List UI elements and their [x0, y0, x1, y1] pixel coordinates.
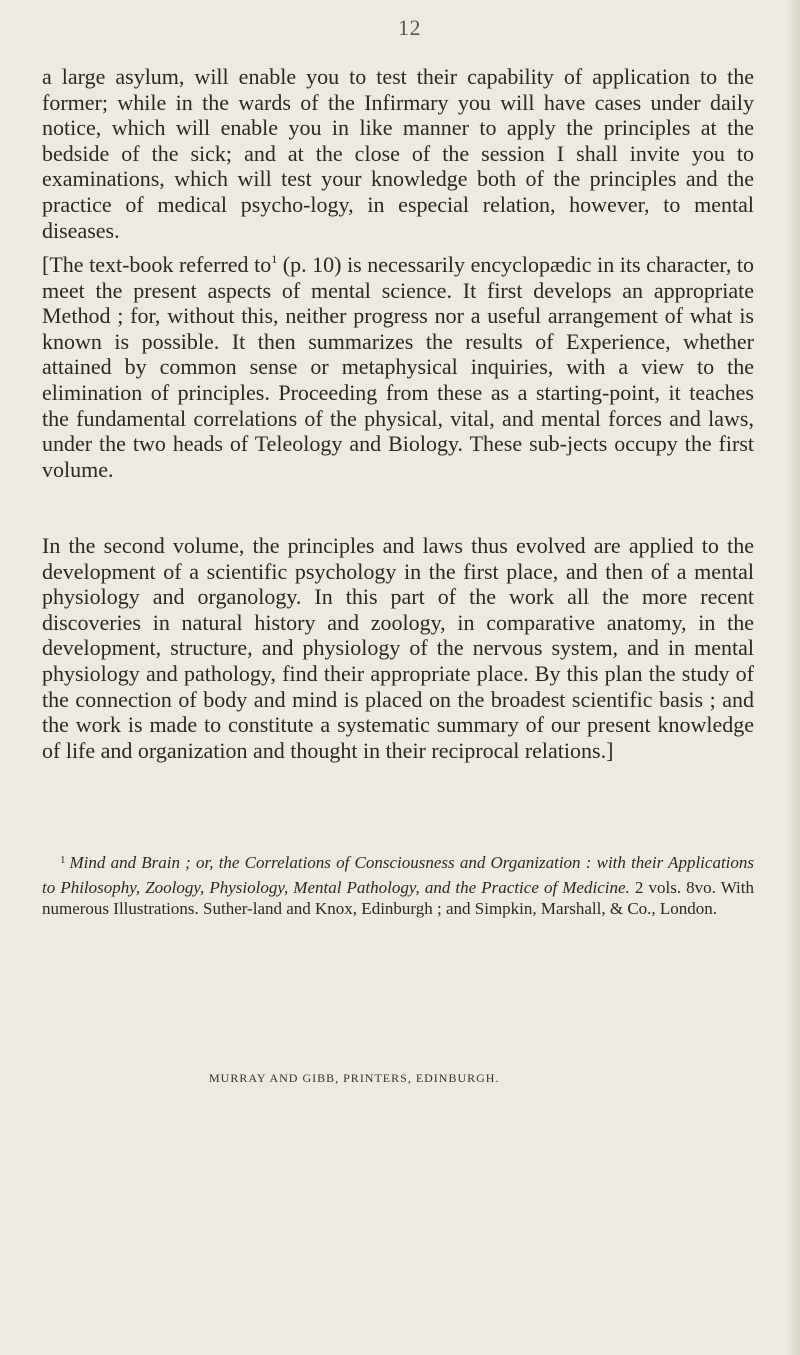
body-paragraph-2: [42, 252, 754, 482]
printer-imprint: MURRAY AND GIBB, PRINTERS, EDINBURGH.: [209, 1071, 500, 1085]
body-paragraph-1: a large asylum, will enable you to test their capability of application to the former; while in the wards of the Infirmary you will have cases under daily notice, which will enable you in like manner to apply the principles at the bedside of the sick; and at the close of the session I shall invite you to examinations, which will test your knowledge both of the principles and the practice of medical psycho-logy, in especial relation, however, to mental diseases.: [42, 64, 754, 243]
footnote-publication-details: 2 vols. 8vo. With numerous Illustrations. Suther-land and Knox, Edinburgh ; and Simpkin, Marshall, & Co., London.: [42, 877, 755, 918]
body-paragraph-3: In the second volume, the principles and laws thus evolved are applied to the development of a scientific psychology in the first place, and then of a mental physiology and organology. In this part of the work all the more recent discoveries in natural history and zoology, in comparative anatomy, in the development, structure, and physiology of the nervous system, and in mental physiology and pathology, find their appropriate place. By this plan the study of the connection of body and mind is placed on the broadest scientific basis ; and the work is made to constitute a systematic summary of our present knowledge of life and organization and thought in their reciprocal relations.]: [42, 533, 754, 763]
footnote-book-title: Mind and Brain ; or, the Correlations of Consciousness and Organization : with their Applications to Philosophy, Zoology, Physiology, Mental Pathology, and the Practice of Medicine.: [42, 853, 754, 897]
footnote-reference: 1: [271, 251, 278, 266]
page-edge-shadow: [786, 0, 800, 1355]
paragraph-2-text: (p. 10) is necessarily encyclopædic in its character, to meet the present aspects of mental science. It first develops an appropriate Method ; for, without this, neither progress nor a useful arrangement of what is known is possible. It then summarizes the results of Experience, whether attained by common sense or metaphysical inquiries, with a view to the elimination of principles. Proceeding from these as a starting-point, it teaches the fundamental correlations of the physical, vital, and mental forces and laws, under the two heads of Teleology and Biology. These sub-jects occupy the first volume.: [42, 252, 754, 482]
page-number: 12: [398, 15, 421, 40]
paragraph-2-opening: [The text-book referred to: [42, 252, 272, 277]
footnote-marker: 1: [60, 854, 66, 866]
footnote: [42, 852, 754, 920]
